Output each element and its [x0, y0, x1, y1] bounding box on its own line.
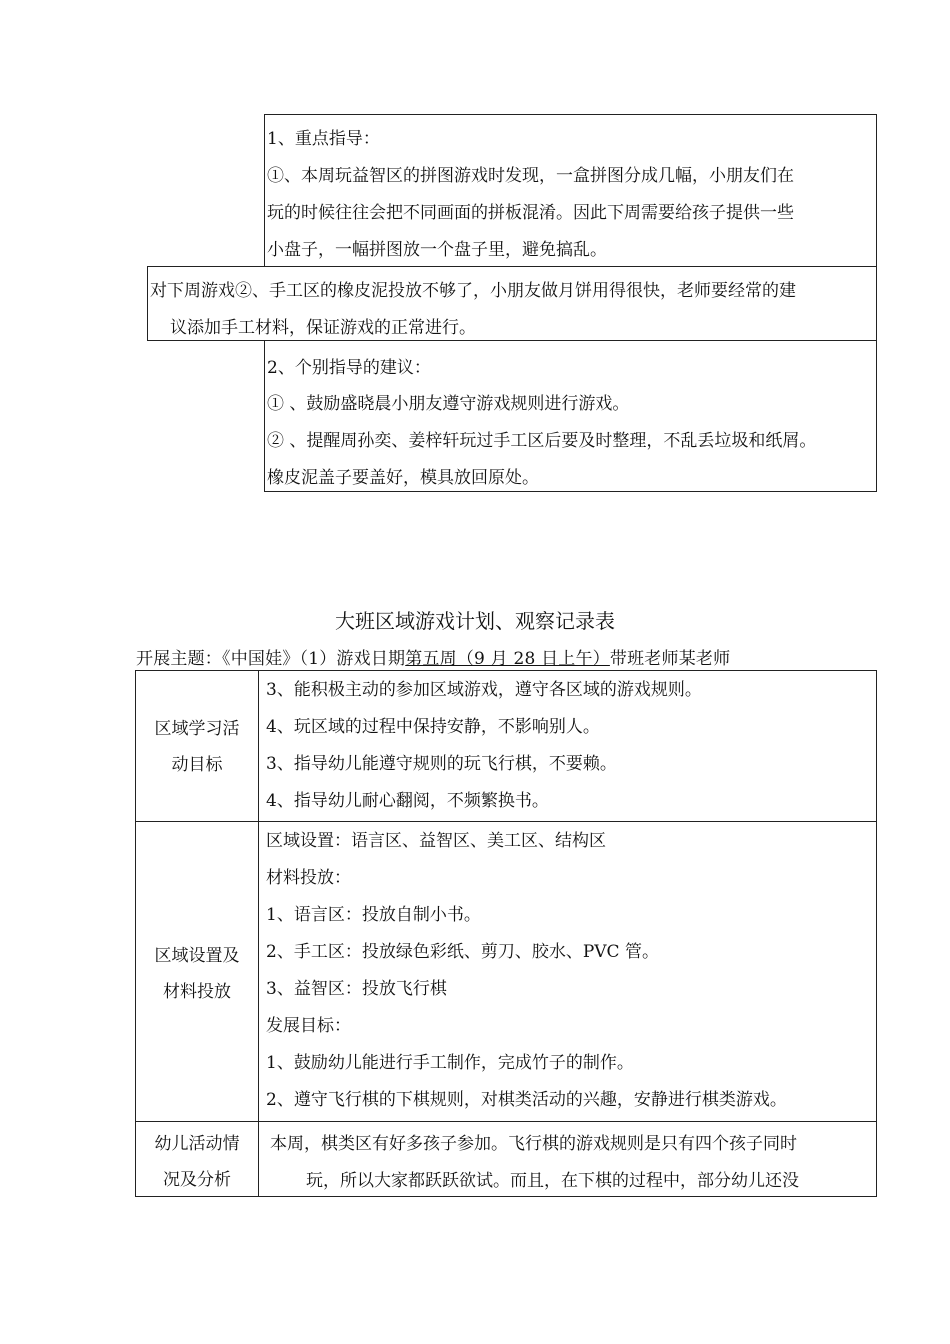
- row-label-line: 况及分析: [163, 1170, 231, 1190]
- analysis-line: 本周，棋类区有好多孩子参加。飞行棋的游戏规则是只有四个孩子同时: [270, 1134, 797, 1154]
- material-line: 发展目标：: [266, 1016, 351, 1036]
- guidance-line: 小盘子，一幅拼图放一个盘子里，避免搞乱。: [267, 240, 607, 260]
- material-line: 区域设置：语言区、益智区、美工区、结构区: [266, 831, 606, 851]
- row-label-materials: [137, 938, 257, 1010]
- row-label-line: 区域设置及: [154, 946, 240, 966]
- row-label-line: 材料投放: [163, 982, 231, 1002]
- next-week-line-1: [150, 280, 796, 302]
- table-row-divider: [135, 1121, 877, 1122]
- form-meta: [136, 648, 730, 670]
- material-line: 1、鼓励幼儿能进行手工制作，完成竹子的制作。: [266, 1053, 634, 1073]
- goal-line: 4、指导幼儿耐心翻阅，不频繁换书。: [266, 791, 549, 811]
- individual-line: 橡皮泥盖子要盖好，模具放回原处。: [267, 468, 539, 488]
- row-label-line: 幼儿活动情: [154, 1134, 240, 1154]
- guidance-line: ①、本周玩益智区的拼图游戏时发现，一盒拼图分成几幅，小朋友们在: [267, 166, 794, 186]
- next-week-line-2: 议添加手工材料，保证游戏的正常进行。: [170, 318, 476, 338]
- individual-line: ② 、提醒周孙奕、姜梓轩玩过手工区后要及时整理，不乱丢垃圾和纸屑。: [267, 431, 817, 451]
- material-line: 材料投放：: [266, 868, 351, 888]
- next-week-label: 对下周游戏: [150, 281, 235, 301]
- form-title: 大班区域游戏计划、观察记录表: [335, 609, 615, 633]
- material-line: 2、遵守飞行棋的下棋规则，对棋类活动的兴趣，安静进行棋类游戏。: [266, 1090, 787, 1110]
- row-label-goals: [137, 711, 257, 783]
- table-row-divider: [135, 821, 877, 822]
- material-line: 3、益智区：投放飞行棋: [266, 979, 447, 999]
- meta-date: 第五周（9 月 28 日上午）: [405, 649, 610, 669]
- individual-line: ① 、鼓励盛晓晨小朋友遵守游戏规则进行游戏。: [267, 394, 630, 414]
- goal-line: 4、玩区域的过程中保持安静，不影响别人。: [266, 717, 600, 737]
- guidance-heading: 1、重点指导：: [267, 129, 380, 149]
- table-column-divider: [258, 670, 259, 1197]
- individual-heading: 2、个别指导的建议：: [267, 358, 431, 378]
- meta-suffix: 带班老师某老师: [609, 649, 731, 669]
- goal-line: 3、能积极主动的参加区域游戏，遵守各区域的游戏规则。: [266, 680, 702, 700]
- next-week-text: ②、手工区的橡皮泥投放不够了，小朋友做月饼用得很快，老师要经常的建: [235, 281, 796, 301]
- material-line: 2、手工区：投放绿色彩纸、剪刀、胶水、PVC 管。: [266, 942, 659, 962]
- guidance-line: 玩的时候往往会把不同画面的拼板混淆。因此下周需要给孩子提供一些: [267, 203, 794, 223]
- analysis-line: 玩，所以大家都跃跃欲试。而且，在下棋的过程中，部分幼儿还没: [306, 1171, 799, 1191]
- goal-line: 3、指导幼儿能遵守规则的玩飞行棋，不要赖。: [266, 754, 617, 774]
- row-label-analysis: [137, 1126, 257, 1198]
- row-label-line: 动目标: [171, 755, 223, 775]
- meta-prefix: 开展主题：《中国娃》（1）游戏日期: [136, 649, 406, 669]
- material-line: 1、语言区：投放自制小书。: [266, 905, 481, 925]
- row-label-line: 区域学习活: [154, 719, 240, 739]
